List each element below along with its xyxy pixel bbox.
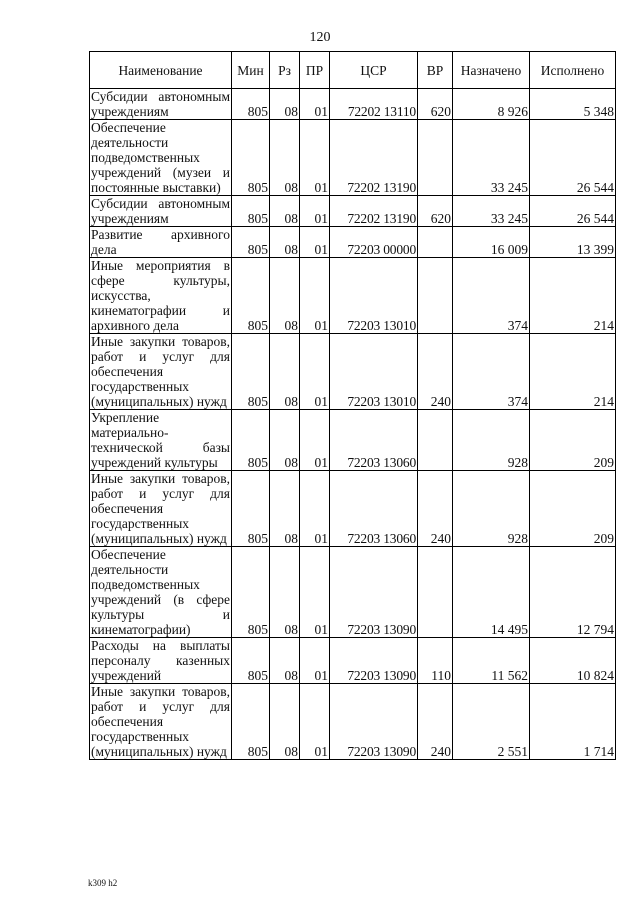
cell-name: Развитие архивного дела bbox=[91, 227, 230, 257]
cell-assigned: 374 bbox=[453, 334, 530, 410]
cell-rz: 08 bbox=[270, 334, 300, 410]
cell-rz: 08 bbox=[270, 89, 300, 120]
table-body bbox=[90, 89, 616, 760]
cell-pr: 01 bbox=[300, 684, 330, 760]
cell-min: 805 bbox=[232, 638, 270, 684]
cell-assigned: 33 245 bbox=[453, 196, 530, 227]
cell-csr: 72202 13110 bbox=[330, 89, 418, 120]
cell-rz: 08 bbox=[270, 258, 300, 334]
column-header-executed: Исполнено bbox=[530, 52, 616, 89]
cell-assigned: 14 495 bbox=[453, 547, 530, 638]
cell-min: 805 bbox=[232, 410, 270, 471]
cell-vr bbox=[418, 410, 453, 471]
cell-csr: 72203 13060 bbox=[330, 471, 418, 547]
cell-min: 805 bbox=[232, 334, 270, 410]
cell-name: Субсидии автономным учреждениям bbox=[91, 89, 230, 119]
cell-min: 805 bbox=[232, 89, 270, 120]
cell-pr: 01 bbox=[300, 638, 330, 684]
cell-assigned: 928 bbox=[453, 410, 530, 471]
cell-pr: 01 bbox=[300, 410, 330, 471]
cell-csr: 72203 13060 bbox=[330, 410, 418, 471]
cell-rz: 08 bbox=[270, 196, 300, 227]
cell-assigned: 374 bbox=[453, 258, 530, 334]
cell-csr: 72203 13090 bbox=[330, 638, 418, 684]
column-header-csr: ЦСР bbox=[330, 52, 418, 89]
cell-vr bbox=[418, 120, 453, 196]
cell-pr: 01 bbox=[300, 120, 330, 196]
cell-min: 805 bbox=[232, 258, 270, 334]
cell-name: Обеспечение деятельности подведомственных учреждений (в сфере культуры и кинематографии) bbox=[91, 547, 230, 637]
cell-executed: 214 bbox=[530, 258, 616, 334]
cell-vr bbox=[418, 547, 453, 638]
cell-min: 805 bbox=[232, 196, 270, 227]
cell-csr: 72203 00000 bbox=[330, 227, 418, 258]
cell-vr: 620 bbox=[418, 89, 453, 120]
cell-executed: 13 399 bbox=[530, 227, 616, 258]
table-row bbox=[90, 547, 616, 638]
cell-vr: 240 bbox=[418, 684, 453, 760]
table-row bbox=[90, 684, 616, 760]
column-header-assigned: Назначено bbox=[453, 52, 530, 89]
table-row bbox=[90, 334, 616, 410]
cell-executed: 1 714 bbox=[530, 684, 616, 760]
cell-name: Укрепление материально-технической базы учреждений культуры bbox=[91, 410, 230, 470]
table-row bbox=[90, 120, 616, 196]
column-header-min: Мин bbox=[232, 52, 270, 89]
column-header-pr: ПР bbox=[300, 52, 330, 89]
page-number: 120 bbox=[309, 30, 331, 45]
table-row bbox=[90, 638, 616, 684]
cell-csr: 72203 13010 bbox=[330, 258, 418, 334]
cell-assigned: 33 245 bbox=[453, 120, 530, 196]
column-header-rz: Рз bbox=[270, 52, 300, 89]
cell-csr: 72202 13190 bbox=[330, 120, 418, 196]
cell-executed: 209 bbox=[530, 471, 616, 547]
cell-executed: 10 824 bbox=[530, 638, 616, 684]
cell-vr: 240 bbox=[418, 334, 453, 410]
cell-vr bbox=[418, 258, 453, 334]
cell-vr: 110 bbox=[418, 638, 453, 684]
cell-assigned: 11 562 bbox=[453, 638, 530, 684]
cell-rz: 08 bbox=[270, 638, 300, 684]
cell-executed: 5 348 bbox=[530, 89, 616, 120]
cell-name: Расходы на выплаты персоналу казенных учреждений bbox=[91, 638, 230, 683]
cell-vr: 240 bbox=[418, 471, 453, 547]
cell-csr: 72203 13090 bbox=[330, 684, 418, 760]
cell-assigned: 928 bbox=[453, 471, 530, 547]
cell-executed: 26 544 bbox=[530, 120, 616, 196]
cell-csr: 72203 13090 bbox=[330, 547, 418, 638]
cell-rz: 08 bbox=[270, 471, 300, 547]
cell-pr: 01 bbox=[300, 547, 330, 638]
cell-min: 805 bbox=[232, 120, 270, 196]
cell-vr: 620 bbox=[418, 196, 453, 227]
cell-csr: 72202 13190 bbox=[330, 196, 418, 227]
cell-rz: 08 bbox=[270, 410, 300, 471]
cell-name: Субсидии автономным учреждениям bbox=[91, 196, 230, 226]
cell-name: Иные закупки товаров, работ и услуг для обеспечения государственных (муниципальных) нужд bbox=[91, 334, 230, 409]
cell-min: 805 bbox=[232, 471, 270, 547]
budget-table bbox=[89, 51, 616, 760]
table-header-row bbox=[90, 52, 616, 89]
cell-pr: 01 bbox=[300, 334, 330, 410]
table-row bbox=[90, 89, 616, 120]
cell-rz: 08 bbox=[270, 120, 300, 196]
cell-rz: 08 bbox=[270, 547, 300, 638]
cell-pr: 01 bbox=[300, 196, 330, 227]
cell-executed: 214 bbox=[530, 334, 616, 410]
table-row bbox=[90, 227, 616, 258]
cell-pr: 01 bbox=[300, 89, 330, 120]
cell-pr: 01 bbox=[300, 227, 330, 258]
cell-min: 805 bbox=[232, 547, 270, 638]
column-header-name: Наименование bbox=[90, 52, 232, 89]
cell-name: Обеспечение деятельности подведомственных учреждений (музеи и постоянные выставки) bbox=[91, 120, 230, 195]
table-row bbox=[90, 410, 616, 471]
cell-name: Иные закупки товаров, работ и услуг для обеспечения государственных (муниципальных) нужд bbox=[91, 684, 230, 759]
cell-min: 805 bbox=[232, 684, 270, 760]
cell-csr: 72203 13010 bbox=[330, 334, 418, 410]
footer-code: k309 h2 bbox=[88, 878, 118, 888]
cell-vr bbox=[418, 227, 453, 258]
cell-rz: 08 bbox=[270, 227, 300, 258]
cell-pr: 01 bbox=[300, 258, 330, 334]
cell-min: 805 bbox=[232, 227, 270, 258]
table-row bbox=[90, 471, 616, 547]
table-row bbox=[90, 258, 616, 334]
cell-name: Иные закупки товаров, работ и услуг для обеспечения государственных (муниципальных) нужд bbox=[91, 471, 230, 546]
cell-executed: 12 794 bbox=[530, 547, 616, 638]
cell-executed: 26 544 bbox=[530, 196, 616, 227]
cell-rz: 08 bbox=[270, 684, 300, 760]
cell-assigned: 8 926 bbox=[453, 89, 530, 120]
column-header-vr: ВР bbox=[418, 52, 453, 89]
cell-pr: 01 bbox=[300, 471, 330, 547]
cell-assigned: 2 551 bbox=[453, 684, 530, 760]
cell-name: Иные мероприятия в сфере культуры, искусства, кинематографии и архивного дела bbox=[91, 258, 230, 333]
cell-executed: 209 bbox=[530, 410, 616, 471]
table-row bbox=[90, 196, 616, 227]
cell-assigned: 16 009 bbox=[453, 227, 530, 258]
